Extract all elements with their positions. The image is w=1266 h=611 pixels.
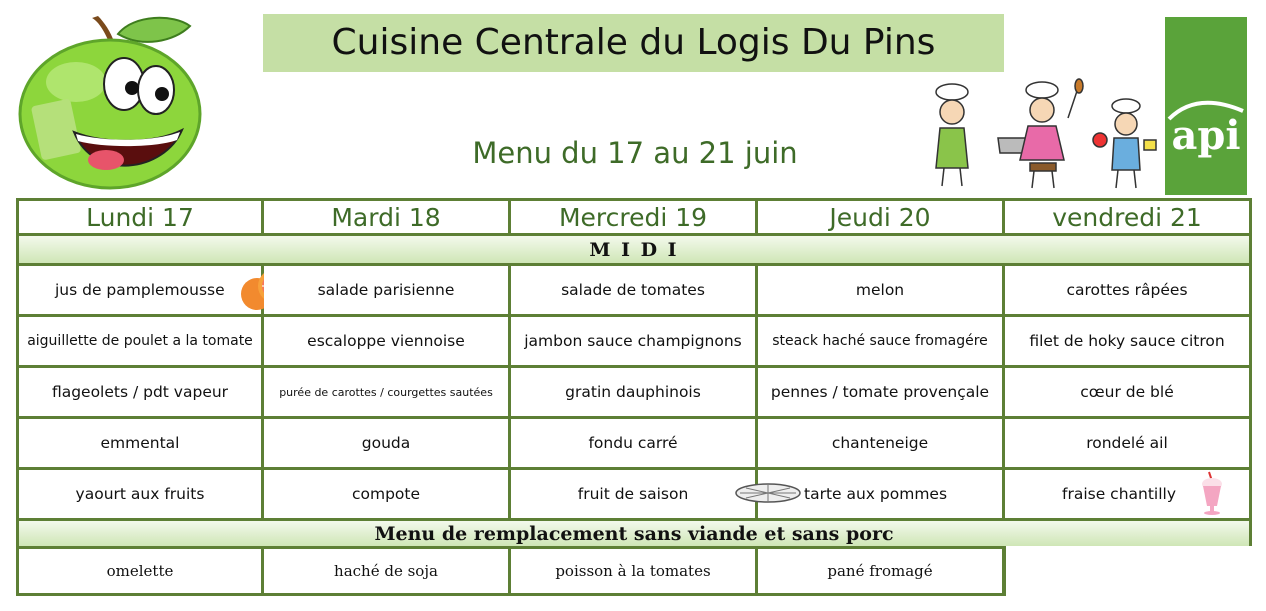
menu-row-main (16, 317, 1252, 365)
logo-text: api (1171, 112, 1241, 159)
replacement-cell: poisson à la tomates (511, 549, 755, 593)
milkshake-icon (1195, 470, 1229, 516)
day-header: Lundi 17 (19, 201, 261, 233)
menu-cell: compote (264, 470, 508, 518)
menu-cell: gouda (264, 419, 508, 467)
menu-row-starter (16, 266, 1252, 314)
replacement-cells (16, 549, 1006, 593)
menu-cell (758, 470, 1002, 518)
replacement-cell: omelette (19, 549, 261, 593)
menu-item: tarte aux pommes (804, 485, 948, 503)
replacement-row (16, 546, 1006, 596)
menu-row-side (16, 368, 1252, 416)
section-midi: M I D I (19, 236, 1249, 263)
replacement-cell: pané fromagé (758, 549, 1002, 593)
tart-icon (734, 482, 802, 504)
menu-cell (1005, 470, 1249, 518)
apple-mascot-icon (14, 12, 214, 192)
menu-cell: gratin dauphinois (511, 368, 755, 416)
menu-cell: emmental (19, 419, 261, 467)
section-remplacement: Menu de remplacement sans viande et sans porc (19, 521, 1249, 546)
menu-cell: salade de tomates (511, 266, 755, 314)
menu-cell: rondelé ail (1005, 419, 1249, 467)
menu-cell: yaourt aux fruits (19, 470, 261, 518)
day-header: vendredi 21 (1005, 201, 1249, 233)
menu-cell (19, 266, 261, 314)
menu-cell: carottes râpées (1005, 266, 1249, 314)
menu-cell: cœur de blé (1005, 368, 1249, 416)
menu-item: jus de pamplemousse (55, 281, 225, 299)
menu-cell: escaloppe viennoise (264, 317, 508, 365)
menu-item: fraise chantilly (1062, 485, 1177, 503)
menu-cell: fruit de saison (511, 470, 755, 518)
menu-cell: purée de carottes / courgettes sautées (264, 368, 508, 416)
menu-cell: pennes / tomate provençale (758, 368, 1002, 416)
menu-row-cheese (16, 419, 1252, 467)
replacement-cell: haché de soja (264, 549, 508, 593)
menu-cell: aiguillette de poulet a la tomate (19, 317, 261, 365)
menu-cell: chanteneige (758, 419, 1002, 467)
day-header: Mardi 18 (264, 201, 508, 233)
menu-cell: fondu carré (511, 419, 755, 467)
chefs-illustration-icon (918, 78, 1158, 193)
api-logo (1165, 17, 1247, 195)
day-header: Jeudi 20 (758, 201, 1002, 233)
menu-cell: flageolets / pdt vapeur (19, 368, 261, 416)
menu-row-dessert (16, 470, 1252, 518)
page-title: Cuisine Centrale du Logis Du Pins (331, 22, 936, 63)
menu-cell: filet de hoky sauce citron (1005, 317, 1249, 365)
menu-cell: salade parisienne (264, 266, 508, 314)
days-header-row (16, 201, 1252, 233)
day-header: Mercredi 19 (511, 201, 755, 233)
replacement-empty-cell (1006, 546, 1252, 611)
menu-table (16, 198, 1252, 596)
menu-cell: melon (758, 266, 1002, 314)
menu-cell: steack haché sauce fromagére (758, 317, 1002, 365)
menu-cell: jambon sauce champignons (511, 317, 755, 365)
menu-period: Menu du 17 au 21 juin (472, 136, 798, 170)
